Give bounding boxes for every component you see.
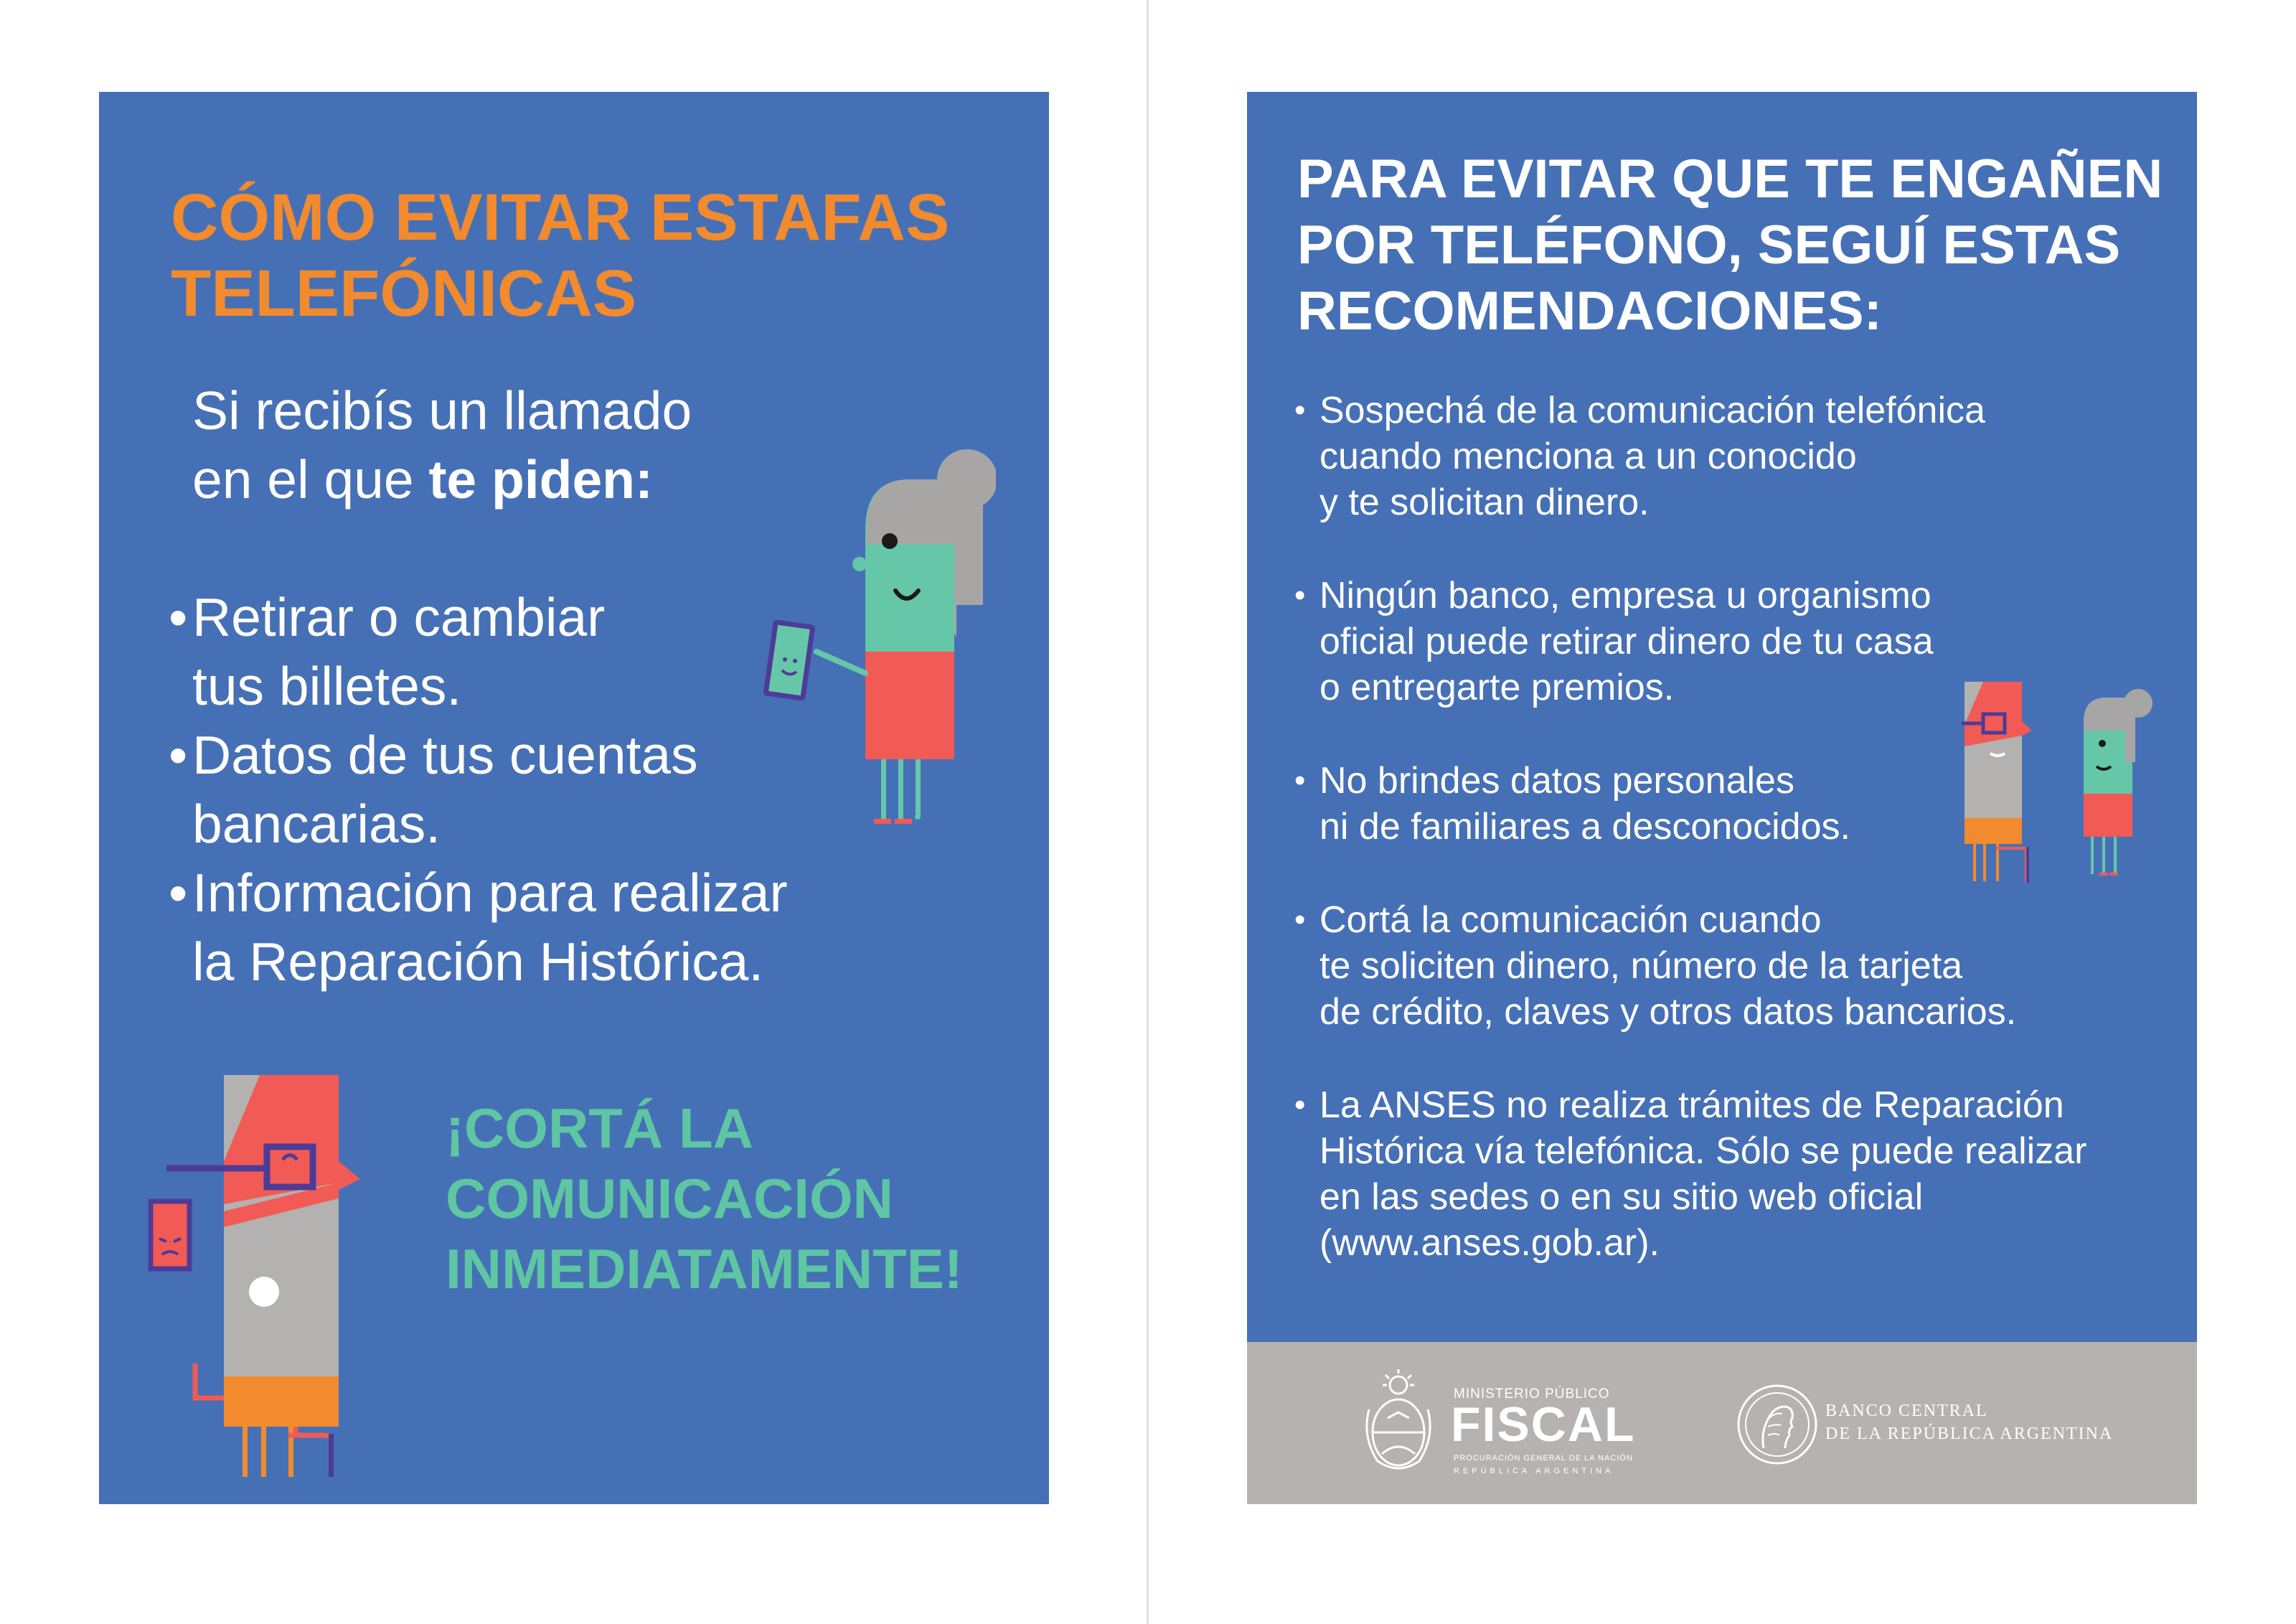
cta-line-1: ¡CORTÁ LA: [446, 1097, 753, 1160]
right-title-line-1: PARA EVITAR QUE TE ENGAÑEN: [1297, 149, 2163, 210]
request-item-line: • Datos de tus cuentas: [192, 725, 698, 785]
recommendation-line: de crédito, claves y otros datos bancarios.: [1319, 991, 2017, 1033]
recommendation-line: • No brindes datos personales: [1319, 760, 1794, 802]
recommendation-line: oficial puede retirar dinero de tu casa: [1319, 621, 1934, 662]
left-title-line-1: CÓMO EVITAR ESTAFAS: [171, 181, 950, 254]
recommendation-item: [1294, 388, 2086, 525]
request-item: [169, 583, 788, 721]
recommendation-line: y te solicitan dinero.: [1319, 482, 1650, 523]
recommendation-line: • Ningún banco, empresa u organismo: [1319, 575, 1932, 616]
recommendation-line: ni de familiares a desconocidos.: [1319, 806, 1850, 848]
left-flyer: [99, 92, 1049, 1504]
recommendation-line: Histórica vía telefónica. Sólo se puede realizar: [1319, 1130, 2087, 1172]
request-item-line: la Reparación Histórica.: [192, 931, 764, 992]
right-title: [1297, 146, 2163, 344]
cta-line-3: INMEDIATAMENTE!: [446, 1237, 963, 1300]
mpf-country: REPÚBLICA ARGENTINA: [1454, 1467, 1614, 1475]
mpf-escudo-logo: [1360, 1368, 1436, 1477]
request-item-line: tus billetes.: [192, 656, 462, 716]
request-item-line: bancarias.: [192, 794, 441, 854]
left-title-line-2: TELEFÓNICAS: [171, 257, 637, 330]
right-title-line-2: POR TELÉFONO, SEGUÍ ESTAS: [1297, 215, 2121, 276]
logos-footer: [1247, 1342, 2197, 1504]
mpf-title: FISCAL: [1451, 1397, 1636, 1452]
request-item: [169, 721, 788, 858]
bcra-name: [1825, 1399, 2113, 1445]
bcra-line-2: DE LA REPÚBLICA ARGENTINA: [1825, 1424, 2114, 1443]
request-item-line: • Información para realizar: [192, 863, 788, 923]
intro-line-1: Si recibís un llamado: [192, 380, 692, 441]
recommendation-item: [1294, 1082, 2086, 1266]
recommendation-line: (www.anses.gob.ar).: [1319, 1222, 1660, 1264]
request-item: [169, 858, 788, 996]
bcra-line-1: BANCO CENTRAL: [1825, 1402, 1988, 1420]
cta-text: [446, 1093, 963, 1304]
bcra-logo: [1735, 1382, 1820, 1467]
intro-line-2: [192, 445, 692, 514]
mpf-subtitle: PROCURACIÓN GENERAL DE LA NACIÓN: [1454, 1454, 1633, 1463]
phone-smile-icon: [758, 620, 815, 706]
right-title-line-3: RECOMENDACIONES:: [1297, 281, 1882, 342]
recommendation-line: • Sospechá de la comunicación telefónica: [1319, 390, 1985, 431]
small-grandfather-character: [1962, 682, 2084, 998]
intro-line-2-bold: te piden:: [428, 449, 653, 510]
recommendation-line: o entregarte premios.: [1319, 667, 1675, 708]
cta-line-2: COMUNICACIÓN: [446, 1167, 893, 1230]
recommendation-line: en las sedes o en su sitio web oficial: [1319, 1176, 1924, 1218]
small-grandmother-character: [2078, 687, 2157, 960]
recommendation-line: • Cortá la comunicación cuando: [1319, 899, 1822, 941]
mpf-label: MINISTERIO PÚBLICO: [1454, 1386, 1610, 1402]
intro-line-2-prefix: en el que: [192, 449, 429, 510]
grandfather-character: [145, 1075, 360, 1477]
recommendation-line: te soliciten dinero, número de la tarjeta: [1319, 945, 1963, 987]
request-item-line: • Retirar o cambiar: [192, 587, 606, 647]
phone-angry-icon: [145, 1197, 202, 1276]
request-list: [169, 583, 788, 996]
left-title: [171, 179, 949, 332]
intro-text: [192, 376, 692, 514]
page-divider: [1147, 0, 1149, 1624]
recommendation-line: cuando menciona a un conocido: [1319, 436, 1857, 477]
right-flyer: [1247, 92, 2197, 1504]
recommendation-line: • La ANSES no realiza trámites de Reparación: [1319, 1084, 2064, 1126]
